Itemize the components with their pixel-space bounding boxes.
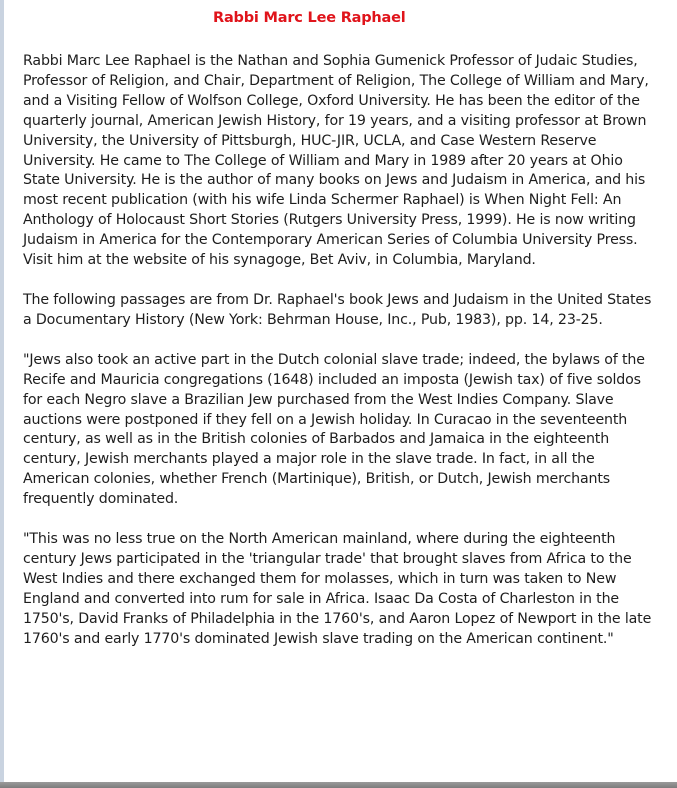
source-paragraph: The following passages are from Dr. Raphael's book Jews and Judaism in the United States a Documentary History (New York: Behrman House, Inc., Pub, 1983), pp. 14, 23-25. — [23, 291, 652, 328]
page-title: Rabbi Marc Lee Raphael — [213, 10, 406, 26]
bio-paragraph: Rabbi Marc Lee Raphael is the Nathan and Sophia Gumenick Professor of Judaic Studies, Professor of Religion, and Chair, Department of Religion, The College of William and Mary, and a Visiting Fellow of Wolfson College, Oxford University. He has been the editor of the quarterly journal, American Jewish History, for 19 years, and a visiting professor at Brown University, the University of Pittsburgh, HUC-JIR, UCLA, and Case Western Reserve University. He came to The College of William and Mary in 1989 after 20 years at Ohio State University. He is the author of many books on Jews and Judaism in America, and his most recent publication (with his wife Linda Schermer Raphael) is When Night Fell: An Anthology of Holocaust Short Stories (Rutgers University Press, 1999). He is now writing Judaism in America for the Contemporary American Series of Columbia University Press. Visit him at the website of his synagoge, Bet Aviv, in Columbia, Maryland. — [23, 53, 649, 269]
left-border-strip — [0, 0, 4, 782]
window-bottom-edge — [0, 782, 677, 788]
quote-paragraph-north-america: "This was no less true on the North American mainland, where during the eighteenth century Jews participated in the 'triangular trade' that brought slaves from Africa to the West Indies and there exchanged them for molasses, which in turn was taken to New England and converted into rum for sale in Africa. Isaac Da Costa of Charleston in the 1750's, David Franks of Philadelphia in the 1760's, and Aaron Lopez of Newport in the late 1760's and early 1770's dominated Jewish slave trading on the American continent." — [23, 531, 652, 647]
quote-paragraph-dutch-trade: "Jews also took an active part in the Dutch colonial slave trade; indeed, the bylaws of the Recife and Mauricia congregations (1648) included an imposta (Jewish tax) of five soldos for each Negro slave a Brazilian Jew purchased from the West Indies Company. Slave auctions were postponed if they fell on a Jewish holiday. In Curacao in the seventeenth century, as well as in the British colonies of Barbados and Jamaica in the eighteenth century, Jewish merchants played a major role in the slave trade. In fact, in all the American colonies, whether French (Martinique), British, or Dutch, Jewish merchants frequently dominated. — [23, 351, 645, 508]
article-content — [23, 0, 663, 649]
